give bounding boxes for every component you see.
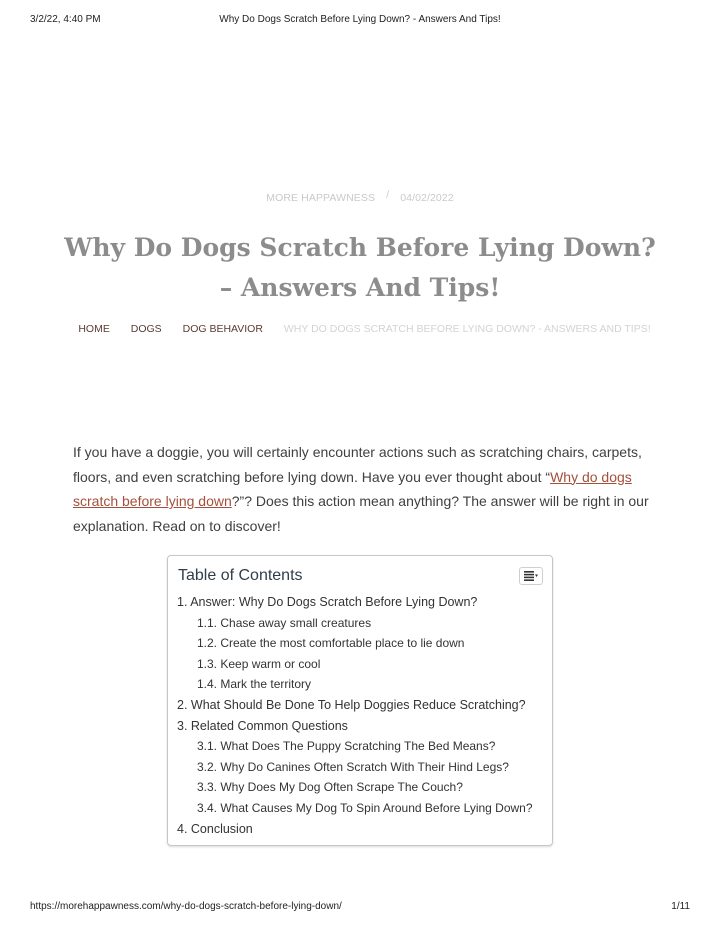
toc-list [177, 592, 533, 839]
post-author[interactable]: MORE HAPPAWNESS [266, 192, 376, 204]
toc-item[interactable]: 1.3. Keep warm or cool [197, 656, 321, 671]
intro-text-end: ?”? Does this action mean anything? The answer will be right in our explanation. Read on to discover! [73, 493, 649, 534]
print-datetime: 3/2/22, 4:40 PM [30, 14, 101, 25]
toc-item[interactable]: 3.4. What Causes My Dog To Spin Around Before Lying Down? [197, 800, 533, 815]
intro-link[interactable]: Why do dogs scratch before lying down [73, 468, 632, 509]
intro-text-start: If you have a doggie, you will certainly encounter actions such as scratching chairs, carpets, floors, and even scratching before lying down. Have you ever thought about “ [73, 444, 642, 485]
toc-item[interactable]: 1. Answer: Why Do Dogs Scratch Before Lying Down? [177, 595, 478, 609]
page-counter: 1/11 [671, 901, 690, 912]
toc-item[interactable]: 2. What Should Be Done To Help Doggies Reduce Scratching? [177, 697, 526, 712]
breadcrumb [0, 323, 720, 335]
toc-item[interactable]: 1.4. Mark the territory [197, 677, 312, 692]
print-page-title: Why Do Dogs Scratch Before Lying Down? - Answers And Tips! [219, 14, 501, 25]
post-date: 04/02/2022 [400, 192, 454, 204]
toc-item[interactable]: 1.2. Create the most comfortable place to lie down [197, 636, 465, 651]
page-title: Why Do Dogs Scratch Before Lying Down? – Answers And Tips! [64, 233, 656, 302]
breadcrumb-home[interactable]: HOME [78, 323, 110, 335]
breadcrumb-dog-behavior[interactable]: DOG BEHAVIOR [182, 323, 263, 335]
toc-item[interactable]: 1.1. Chase away small creatures [197, 615, 372, 630]
meta-separator: / [386, 189, 390, 201]
breadcrumb-dogs[interactable]: DOGS [130, 323, 162, 335]
list-toggle-icon [524, 571, 538, 581]
intro-paragraph [73, 440, 651, 538]
toc-toggle-button[interactable] [519, 567, 543, 585]
toc-item[interactable]: 3.3. Why Does My Dog Often Scrape The Couch? [197, 780, 463, 795]
post-meta [0, 189, 720, 204]
toc-title: Table of Contents [178, 567, 303, 584]
table-of-contents [167, 555, 553, 846]
print-url: https://morehappawness.com/why-do-dogs-scratch-before-lying-down/ [30, 901, 342, 912]
toc-item[interactable]: 3.1. What Does The Puppy Scratching The Bed Means? [197, 739, 496, 754]
toc-item[interactable]: 4. Conclusion [177, 821, 253, 836]
toc-item[interactable]: 3. Related Common Questions [177, 718, 348, 733]
toc-item[interactable]: 3.2. Why Do Canines Often Scratch With Their Hind Legs? [197, 759, 509, 774]
breadcrumb-current: WHY DO DOGS SCRATCH BEFORE LYING DOWN? - ANSWERS AND TIPS! [283, 323, 651, 335]
